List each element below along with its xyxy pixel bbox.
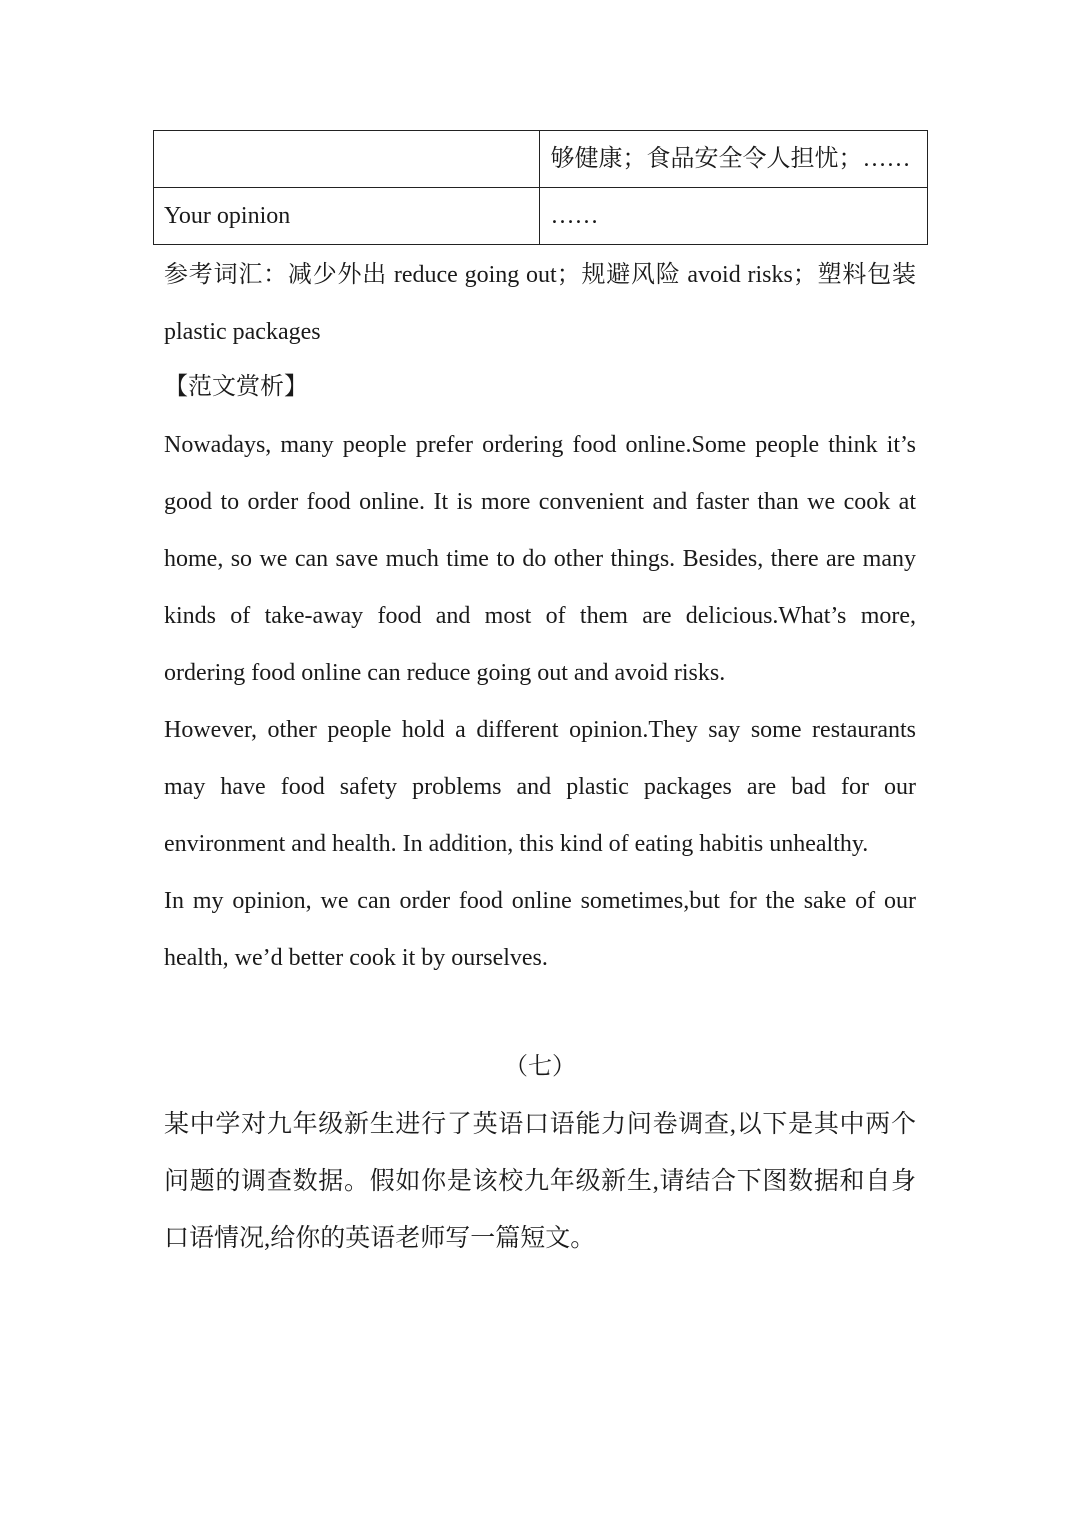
writing-task (164, 1096, 916, 1267)
table-cell: …… (540, 188, 928, 245)
opinion-table (153, 130, 928, 245)
essay-paragraph: However, other people hold a different opinion.They say some restaurants may have food safety problems and plastic packages are bad for our environment and health. In addition, this kind of eating habitis unhealthy. (164, 717, 916, 857)
table-row (154, 131, 928, 188)
table-row (154, 188, 928, 245)
vocabulary-text: 参考词汇：减少外出 reduce going out；规避风险 avoid risks；塑料包装 plastic packages (164, 262, 916, 345)
table-cell: Your opinion (154, 188, 540, 245)
essay-paragraph: In my opinion, we can order food online sometimes,but for the sake of our health, we’d better cook it by ourselves. (164, 888, 916, 971)
table-cell: 够健康；食品安全令人担忧；…… (540, 131, 928, 188)
model-essay-heading: 【范文赏析】 (164, 374, 308, 400)
essay-paragraph: Nowadays, many people prefer ordering food online.Some people think it’s good to order food online. It is more convenient and faster than we cook at home, so we can save much time to do other things. Besides, there are many kinds of take-away food and most of them are delicious.What’s more, ordering food online can reduce going out and avoid risks. (164, 432, 916, 686)
task-paragraph: 某中学对九年级新生进行了英语口语能力问卷调查,以下是其中两个问题的调查数据。假如你是该校九年级新生,请结合下图数据和自身口语情况,给你的英语老师写一篇短文。 (164, 1111, 916, 1252)
vocabulary-note (164, 247, 916, 361)
table-cell (154, 131, 540, 188)
model-essay (164, 417, 916, 987)
section-title: （七） (504, 1054, 576, 1080)
